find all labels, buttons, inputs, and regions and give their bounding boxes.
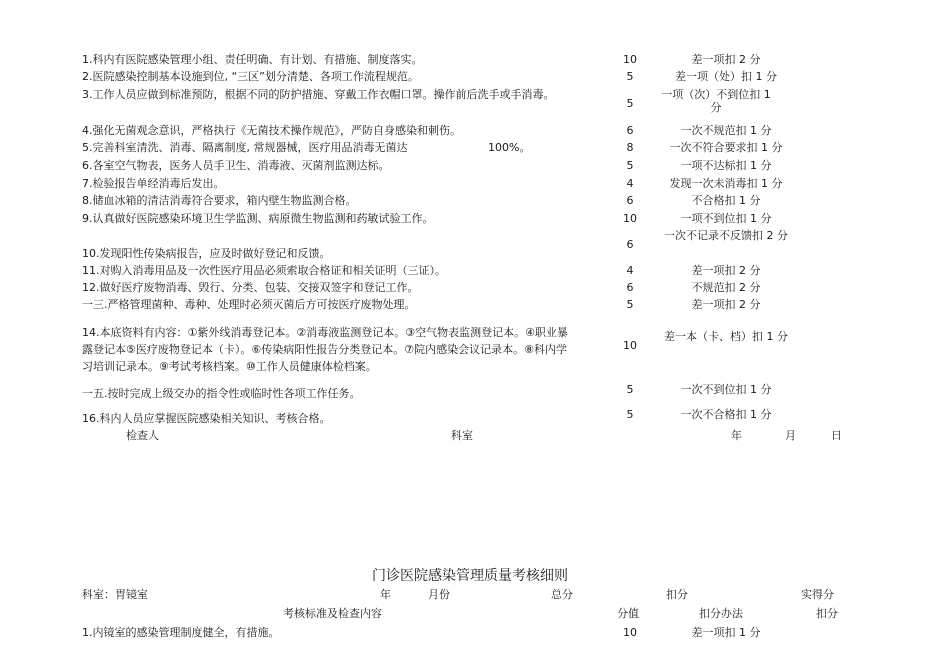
deduction-1: 差一项扣 2 分 — [691, 53, 761, 66]
deduction-9: 一项不到位扣 1 分 — [680, 212, 772, 225]
score-12: 6 — [626, 281, 634, 294]
deduction-16: 一次不合格扣 1 分 — [680, 408, 772, 421]
item-2: 2.医院感染控制基本设施到位, “三区”划分清楚、各项工作流程规范。 — [82, 70, 419, 83]
deduction-13: 差一项扣 2 分 — [691, 298, 761, 311]
score-1: 10 — [623, 53, 637, 66]
score-14: 10 — [623, 339, 637, 352]
deduction-14: 差一本（卡、档）扣 1 分 — [664, 330, 788, 343]
score-10: 6 — [626, 238, 634, 251]
item-10: 10.发现阳性传染病报告，应及时做好登记和反馈。 — [82, 247, 331, 260]
item-6: 6.各室空气物表，医务人员手卫生、消毒液、灭菌剂监测达标。 — [82, 159, 390, 172]
section2-year: 年 — [380, 588, 391, 601]
column-deduct: 扣分 — [816, 607, 838, 620]
dept-label: 科室 — [451, 429, 473, 442]
deduction-2: 差一项（处）扣 1 分 — [675, 70, 777, 83]
item-16: 16.科内人员应掌握医院感染相关知识、考核合格。 — [82, 412, 331, 425]
item-12: 12.做好医疗废物消毒、毁行、分类、包装、交接双签字和登记工作。 — [82, 281, 419, 294]
item-9: 9.认真做好医院感染环境卫生学监测、病原微生物监测和药敏试验工作。 — [82, 212, 434, 225]
item-4: 4.强化无菌观念意识，严格执行《无菌技术操作规范》，严防自身感染和刺伤。 — [82, 124, 461, 137]
item-11: 11.对购入消毒用品及一次性医疗用品必须索取合格证和相关证明（三证）。 — [82, 264, 446, 277]
score-5: 8 — [626, 141, 634, 154]
score-13: 5 — [626, 298, 634, 311]
section2-month: 月份 — [428, 588, 450, 601]
item-13: 一三.严格管理菌种、毒种、处理时必须灭菌后方可按医疗废物处理。 — [82, 298, 416, 311]
score-16: 5 — [626, 408, 634, 421]
section2-title: 门诊医院感染管理质量考核细则 — [372, 568, 568, 584]
score-15: 5 — [626, 383, 634, 396]
item-7: 7.检验报告单经消毒后发出。 — [82, 177, 225, 190]
item-15: 一五.按时完成上级交办的指令性或临时性各项工作任务。 — [82, 387, 361, 400]
inspector-label: 检查人 — [126, 429, 159, 442]
deduction-15: 一次不到位扣 1 分 — [680, 383, 772, 396]
score-11: 4 — [626, 264, 634, 277]
s2-score-1: 10 — [623, 626, 637, 639]
deduction-6: 一项不达标扣 1 分 — [680, 159, 772, 172]
section2-total: 总分 — [551, 588, 573, 601]
score-7: 4 — [626, 177, 634, 190]
item-1: 1.科内有医院感染管理小组、责任明确、有计划、有措施、制度落实。 — [82, 53, 423, 66]
column-score: 分值 — [617, 607, 639, 620]
score-9: 10 — [623, 212, 637, 225]
s2-deduction-1: 差一项扣 1 分 — [691, 626, 761, 639]
item-14: 14.本底资料有内容：①紫外线消毒登记本。②消毒液监测登记本。③空气物表监测登记本。④职业暴露登记本⑤医疗废物登记本（卡）。⑥传染病阳性报告分类登记本。⑦院内感染会议记录本。⑧科内学习培训记录本。⑨考试考核档案。⑩工作人员健康体检档案。 — [82, 326, 568, 373]
year-label: 年 — [731, 429, 742, 442]
month-label: 月 — [785, 429, 796, 442]
day-label: 日 — [831, 429, 842, 442]
item-5: 5.完善科室清洗、消毒、隔离制度, 常规器械，医疗用品消毒无菌达 — [82, 141, 408, 154]
score-2: 5 — [626, 70, 634, 83]
deduction-3: 一项（次）不到位扣 1 分 — [661, 88, 771, 114]
item-8: 8.储血冰箱的清洁消毒符合要求，箱内壁生物监测合格。 — [82, 194, 357, 207]
deduction-10: 一次不记录不反馈扣 2 分 — [664, 229, 788, 242]
deduction-8: 不合格扣 1 分 — [691, 194, 761, 207]
deduction-5: 一次不符合要求扣 1 分 — [669, 141, 783, 154]
score-4: 6 — [626, 124, 634, 137]
section2-actual: 实得分 — [801, 588, 834, 601]
column-standard: 考核标准及检查内容 — [283, 607, 382, 620]
deduction-12: 不规范扣 2 分 — [691, 281, 761, 294]
column-method: 扣分办法 — [699, 607, 743, 620]
item-3: 3.工作人员应做到标准预防，根据不同的防护措施、穿戴工作衣帽口罩。操作前后洗手或手消毒。 — [82, 88, 555, 101]
deduction-4: 一次不规范扣 1 分 — [680, 124, 772, 137]
s2-item-1: 1.内镜室的感染管理制度健全，有措施。 — [82, 626, 280, 639]
item-5-extra: 100%。 — [488, 141, 531, 154]
section2-deduct: 扣分 — [666, 588, 688, 601]
deduction-11: 差一项扣 2 分 — [691, 264, 761, 277]
score-6: 5 — [626, 159, 634, 172]
score-3: 5 — [626, 97, 634, 110]
score-8: 6 — [626, 194, 634, 207]
deduction-7: 发现一次未消毒扣 1 分 — [669, 177, 783, 190]
section2-dept: 科室：胃镜室 — [82, 588, 148, 601]
